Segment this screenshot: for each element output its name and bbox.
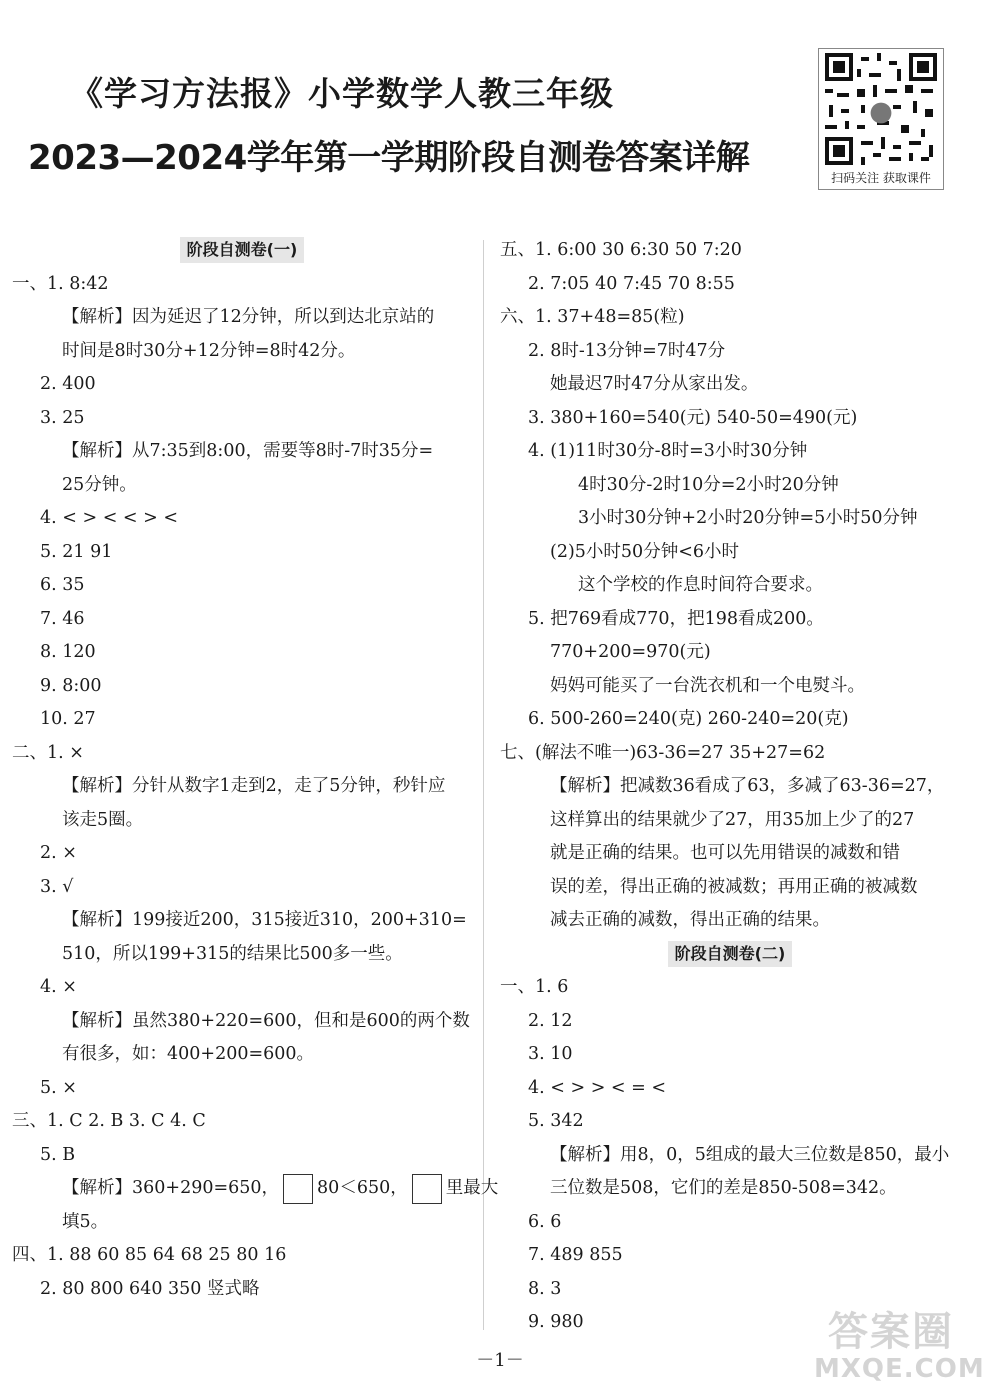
section-heading: 阶段自测卷(二): [668, 941, 793, 967]
answer-line: 误的差，得出正确的被减数；再用正确的被减数: [550, 876, 918, 897]
blank-box: [283, 1174, 313, 1204]
answer-line: 2. 80 800 640 350 竖式略: [40, 1278, 260, 1299]
answer-line: 2. ×: [40, 843, 77, 863]
answer-line: (2)5小时50分钟<6小时: [550, 541, 739, 562]
answer-line: 4. ×: [40, 977, 77, 997]
answer-line: 4. < > < < > <: [40, 508, 179, 528]
answer-line: 【解析】因为延迟了12分钟，所以到达北京站的: [62, 307, 435, 327]
answer-line: 二、1. ×: [12, 742, 84, 763]
answer-line: 8. 3: [528, 1278, 562, 1299]
answer-line: 时间是8时30分+12分钟=8时42分。: [62, 340, 356, 361]
qr-caption: 扫码关注 获取课件: [831, 171, 931, 185]
watermark-text: 答案圈: [828, 1309, 954, 1355]
answer-line: 2. 12: [528, 1010, 573, 1031]
answer-line: 3. 380+160=540(元) 540-50=490(元): [528, 407, 858, 428]
answer-line: 【解析】把减数36看成了63，多减了63-36=27，: [550, 776, 945, 796]
answer-line: 6. 6: [528, 1211, 562, 1232]
answer-line: 有很多，如：400+200=600。: [62, 1044, 315, 1064]
answer-text-part: 80＜650，: [317, 1178, 408, 1198]
answer-line: 2. 7:05 40 7:45 70 8:55: [528, 273, 735, 294]
answer-line: 5. 342: [528, 1111, 584, 1131]
answer-line: 3. 10: [528, 1044, 573, 1064]
answer-line: 4时30分-2时10分=2小时20分钟: [578, 474, 839, 495]
answer-line: 四、1. 88 60 85 64 68 25 80 16: [12, 1245, 287, 1265]
answer-line: 10. 27: [40, 709, 96, 729]
answer-line: 一、1. 8:42: [12, 273, 109, 294]
answer-line: 减去正确的减数，得出正确的结果。: [550, 910, 830, 930]
answer-line: 510，所以199+315的结果比500多一些。: [62, 943, 403, 964]
answer-line: 2. 400: [40, 374, 96, 394]
answer-line: 5. 21 91: [40, 541, 113, 562]
watermark-logo: [808, 1300, 998, 1390]
answer-line: 【解析】分针从数字1走到2，走了5分钟，秒针应: [62, 776, 446, 796]
answer-line: 4. (1)11时30分-8时=3小时30分钟: [528, 441, 808, 461]
document-title: 《学习方法报》小学数学人教三年级: [70, 74, 614, 113]
answer-line: 6. 500-260=240(克) 260-240=20(克): [528, 709, 849, 729]
answer-line: 3. 25: [40, 407, 85, 428]
answer-line: 5. ×: [40, 1077, 77, 1098]
answer-line: 妈妈可能买了一台洗衣机和一个电熨斗。: [550, 675, 865, 696]
answer-line: 【解析】199接近200，315接近310，200+310=: [62, 910, 467, 930]
answer-line: 五、1. 6:00 30 6:30 50 7:20: [500, 240, 742, 260]
column-divider: [483, 240, 484, 1330]
answer-line: 4. < > > < = <: [528, 1077, 667, 1098]
answer-line: 六、1. 37+48=85(粒): [500, 307, 685, 327]
section-heading-wrapper: [500, 938, 960, 972]
qr-code-icon: [825, 53, 937, 165]
section-heading: 阶段自测卷(一): [180, 237, 305, 263]
answer-text-part: 【解析】360+290=650，: [62, 1178, 280, 1198]
answer-line: 三、1. C 2. B 3. C 4. C: [12, 1111, 206, 1131]
answer-line: 填5。: [62, 1211, 109, 1232]
watermark-url: MXQE.COM: [814, 1354, 985, 1384]
answer-line: 3. √: [40, 876, 74, 897]
answer-line: 5. 把769看成770，把198看成200。: [528, 608, 824, 629]
answer-line: 一、1. 6: [500, 977, 569, 997]
answer-text-part: 里最大: [445, 1178, 499, 1198]
answer-line: 【解析】虽然380+220=600，但和是600的两个数: [62, 1010, 470, 1031]
answer-line: 这样算出的结果就少了27，用35加上少了的27: [550, 809, 915, 830]
answer-line: 2. 8时-13分钟=7时47分: [528, 340, 726, 361]
qr-code-panel[interactable]: [818, 48, 944, 190]
answer-line: 3小时30分钟+2小时20分钟=5小时50分钟: [578, 508, 918, 528]
answer-line: 该走5圈。: [62, 809, 144, 830]
answer-line: 9. 980: [528, 1312, 584, 1332]
answer-line: 8. 120: [40, 642, 96, 662]
page-number: －1－: [476, 1350, 524, 1371]
right-column: [500, 234, 960, 1340]
answer-line: 25分钟。: [62, 474, 137, 495]
answer-line: 这个学校的作息时间符合要求。: [578, 575, 823, 595]
answer-line: 【解析】用8，0，5组成的最大三位数是850，最小: [550, 1144, 950, 1165]
answer-line: 7. 46: [40, 608, 85, 629]
left-column: [12, 234, 499, 1306]
blank-box: [412, 1174, 442, 1204]
answer-line: 6. 35: [40, 575, 85, 595]
answer-line: 9. 8:00: [40, 675, 102, 696]
answer-line: 770+200=970(元): [550, 642, 711, 662]
answer-line: 就是正确的结果。也可以先用错误的减数和错: [550, 843, 900, 863]
document-subtitle: 2023—2024学年第一学期阶段自测卷答案详解: [28, 138, 750, 178]
answer-line: 三位数是508，它们的差是850-508=342。: [550, 1178, 897, 1198]
answer-line: 7. 489 855: [528, 1245, 623, 1265]
answer-line: 【解析】从7:35到8:00，需要等8时-7时35分=: [62, 441, 434, 461]
answer-line: 她最迟7时47分从家出发。: [550, 374, 759, 394]
answer-line: [12, 1172, 499, 1206]
section-heading-wrapper: [12, 234, 472, 268]
answer-line: 七、(解法不唯一)63-36=27 35+27=62: [500, 742, 826, 763]
answer-line: 5. B: [40, 1144, 76, 1165]
